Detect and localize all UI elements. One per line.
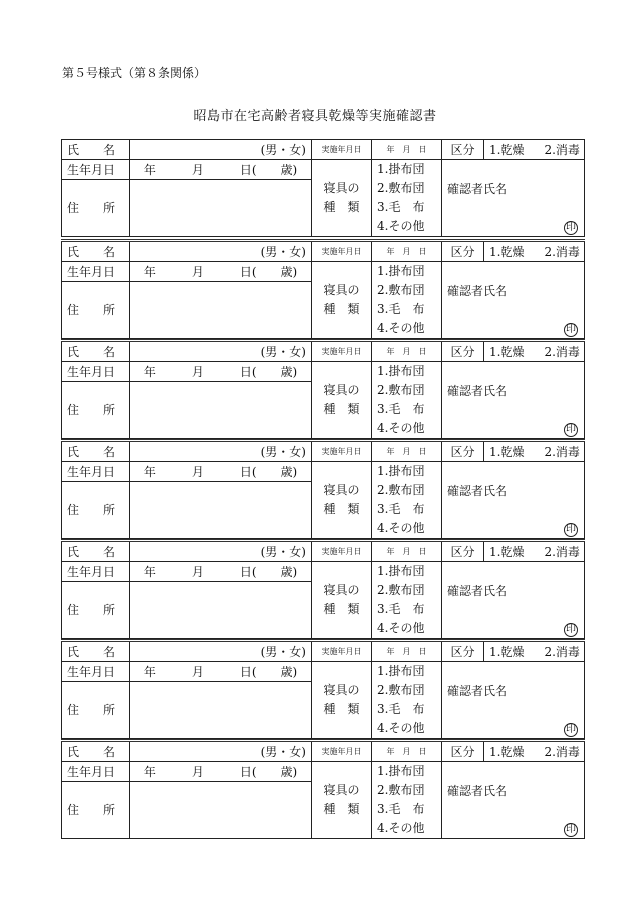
item-kakebuton[interactable]: 1.掛布団 [377,162,425,176]
category-options[interactable] [484,140,585,160]
category-options[interactable] [484,541,585,562]
item-kakebuton[interactable]: 1.掛布団 [377,464,425,478]
birth-label: 生年月日 [62,160,130,180]
impl-date-label: 実施年月日 [312,241,372,262]
form-number: 第５号様式（第８条関係） [62,66,207,80]
impl-date-label: 実施年月日 [312,140,372,160]
category-label: 区分 [442,140,484,160]
category-options[interactable] [484,441,585,462]
record-table [61,239,585,339]
option-dry[interactable]: 1.乾燥 [489,142,525,157]
record-table [61,539,585,639]
bedding-type-label: 寝具の 種 類 [312,562,372,639]
category-options[interactable] [484,241,585,262]
bedding-type-label: 寝具の 種 類 [312,160,372,237]
item-shikibuton[interactable]: 2.敷布団 [377,583,425,597]
address-field[interactable] [130,582,312,639]
item-kakebuton[interactable]: 1.掛布団 [377,364,425,378]
impl-date-field[interactable]: 年 月 日 [372,741,442,762]
confirmer-cell[interactable] [442,762,585,839]
record-table [61,739,585,839]
record-block [61,639,584,739]
impl-date-label: 実施年月日 [312,341,372,362]
item-moufu[interactable]: 3.毛 布 [377,200,425,214]
impl-date-label: 実施年月日 [312,641,372,662]
address-field[interactable] [130,482,312,539]
option-disinfect[interactable]: 2.消毒 [544,344,580,359]
confirmer-cell[interactable] [442,262,585,339]
address-label: 住 所 [62,382,130,439]
birth-field[interactable]: 年 月 日( 歳) [130,762,312,782]
item-other[interactable]: 4.その他 [377,621,425,635]
record-block [61,139,584,239]
impl-date-field[interactable]: 年 月 日 [372,341,442,362]
birth-label: 生年月日 [62,662,130,682]
bedding-type-label: 寝具の 種 類 [312,762,372,839]
birth-label: 生年月日 [62,562,130,582]
bedding-items[interactable] [372,262,442,339]
name-label: 氏 名 [62,441,130,462]
address-field[interactable] [130,682,312,739]
gender-field[interactable]: (男・女) [130,741,312,762]
impl-date-field[interactable]: 年 月 日 [372,641,442,662]
impl-date-field[interactable]: 年 月 日 [372,140,442,160]
address-field[interactable] [130,180,312,237]
bedding-items[interactable] [372,362,442,439]
gender-field[interactable]: (男・女) [130,341,312,362]
impl-date-field[interactable]: 年 月 日 [372,441,442,462]
bedding-items[interactable] [372,762,442,839]
item-kakebuton[interactable]: 1.掛布団 [377,764,425,778]
confirmer-label: 確認者氏名 [447,384,508,398]
birth-field[interactable]: 年 月 日( 歳) [130,362,312,382]
bedding-type-label: 寝具の 種 類 [312,662,372,739]
record-block [61,239,584,339]
item-other[interactable]: 4.その他 [377,321,425,335]
option-disinfect[interactable]: 2.消毒 [544,744,580,759]
seal-mark: 印 [566,324,576,335]
option-disinfect[interactable]: 2.消毒 [544,544,580,559]
birth-field[interactable]: 年 月 日( 歳) [130,662,312,682]
gender-field[interactable]: (男・女) [130,641,312,662]
name-label: 氏 名 [62,241,130,262]
birth-label: 生年月日 [62,262,130,282]
confirmer-cell[interactable] [442,462,585,539]
confirmer-label: 確認者氏名 [447,584,508,598]
gender-field[interactable]: (男・女) [130,541,312,562]
document-title: 昭島市在宅高齢者寝具乾燥等実施確認書 [193,109,437,124]
bedding-type-label: 寝具の 種 類 [312,462,372,539]
item-shikibuton[interactable]: 2.敷布団 [377,283,425,297]
confirmer-label: 確認者氏名 [447,784,508,798]
gender-field[interactable]: (男・女) [130,241,312,262]
category-label: 区分 [442,641,484,662]
name-label: 氏 名 [62,541,130,562]
item-moufu[interactable]: 3.毛 布 [377,302,425,316]
option-dry[interactable]: 1.乾燥 [489,744,525,759]
option-disinfect[interactable]: 2.消毒 [544,244,580,259]
confirmer-cell[interactable] [442,362,585,439]
item-kakebuton[interactable]: 1.掛布団 [377,664,425,678]
category-options[interactable] [484,741,585,762]
confirmer-cell[interactable] [442,662,585,739]
record-block [61,539,584,639]
item-other[interactable]: 4.その他 [377,821,425,835]
item-moufu[interactable]: 3.毛 布 [377,502,425,516]
impl-date-label: 実施年月日 [312,741,372,762]
category-label: 区分 [442,541,484,562]
item-shikibuton[interactable]: 2.敷布団 [377,683,425,697]
records-container [61,139,584,839]
item-kakebuton[interactable]: 1.掛布団 [377,564,425,578]
address-label: 住 所 [62,582,130,639]
confirmer-label: 確認者氏名 [447,484,508,498]
record-block [61,739,584,839]
item-other[interactable]: 4.その他 [377,721,425,735]
impl-date-label: 実施年月日 [312,541,372,562]
confirmer-cell[interactable] [442,160,585,237]
gender-field[interactable]: (男・女) [130,441,312,462]
address-label: 住 所 [62,682,130,739]
item-shikibuton[interactable]: 2.敷布団 [377,383,425,397]
gender-field[interactable]: (男・女) [130,140,312,160]
item-shikibuton[interactable]: 2.敷布団 [377,783,425,797]
address-field[interactable] [130,282,312,339]
seal-mark: 印 [566,222,576,233]
option-dry[interactable]: 1.乾燥 [489,644,525,659]
birth-label: 生年月日 [62,462,130,482]
seal-mark: 印 [566,424,576,435]
record-table [61,139,585,237]
bedding-type-label: 寝具の 種 類 [312,262,372,339]
item-moufu[interactable]: 3.毛 布 [377,802,425,816]
bedding-items[interactable] [372,562,442,639]
name-label: 氏 名 [62,741,130,762]
option-dry[interactable]: 1.乾燥 [489,244,525,259]
birth-field[interactable]: 年 月 日( 歳) [130,160,312,180]
record-block [61,339,584,439]
birth-field[interactable]: 年 月 日( 歳) [130,462,312,482]
seal-mark: 印 [566,524,576,535]
address-field[interactable] [130,382,312,439]
item-moufu[interactable]: 3.毛 布 [377,702,425,716]
item-moufu[interactable]: 3.毛 布 [377,602,425,616]
category-label: 区分 [442,441,484,462]
address-label: 住 所 [62,482,130,539]
record-block [61,439,584,539]
address-label: 住 所 [62,282,130,339]
seal-mark: 印 [566,624,576,635]
record-table [61,339,585,439]
birth-label: 生年月日 [62,762,130,782]
record-table [61,439,585,539]
item-shikibuton[interactable]: 2.敷布団 [377,483,425,497]
address-label: 住 所 [62,782,130,839]
impl-date-label: 実施年月日 [312,441,372,462]
item-shikibuton[interactable]: 2.敷布団 [377,181,425,195]
category-label: 区分 [442,341,484,362]
option-disinfect[interactable]: 2.消毒 [544,444,580,459]
option-dry[interactable]: 1.乾燥 [489,544,525,559]
option-dry[interactable]: 1.乾燥 [489,344,525,359]
option-disinfect[interactable]: 2.消毒 [544,142,580,157]
option-disinfect[interactable]: 2.消毒 [544,644,580,659]
seal-mark: 印 [566,824,576,835]
category-options[interactable] [484,641,585,662]
item-other[interactable]: 4.その他 [377,421,425,435]
category-label: 区分 [442,241,484,262]
birth-label: 生年月日 [62,362,130,382]
address-label: 住 所 [62,180,130,237]
impl-date-field[interactable]: 年 月 日 [372,541,442,562]
item-moufu[interactable]: 3.毛 布 [377,402,425,416]
item-kakebuton[interactable]: 1.掛布団 [377,264,425,278]
category-options[interactable] [484,341,585,362]
record-table [61,639,585,739]
seal-mark: 印 [566,724,576,735]
name-label: 氏 名 [62,140,130,160]
confirmer-label: 確認者氏名 [447,684,508,698]
address-field[interactable] [130,782,312,839]
name-label: 氏 名 [62,641,130,662]
confirmer-cell[interactable] [442,562,585,639]
category-label: 区分 [442,741,484,762]
bedding-items[interactable] [372,160,442,237]
confirmer-label: 確認者氏名 [447,182,508,196]
birth-field[interactable]: 年 月 日( 歳) [130,262,312,282]
bedding-type-label: 寝具の 種 類 [312,362,372,439]
item-other[interactable]: 4.その他 [377,521,425,535]
bedding-items[interactable] [372,662,442,739]
item-other[interactable]: 4.その他 [377,219,425,233]
name-label: 氏 名 [62,341,130,362]
birth-field[interactable]: 年 月 日( 歳) [130,562,312,582]
bedding-items[interactable] [372,462,442,539]
impl-date-field[interactable]: 年 月 日 [372,241,442,262]
confirmer-label: 確認者氏名 [447,284,508,298]
option-dry[interactable]: 1.乾燥 [489,444,525,459]
